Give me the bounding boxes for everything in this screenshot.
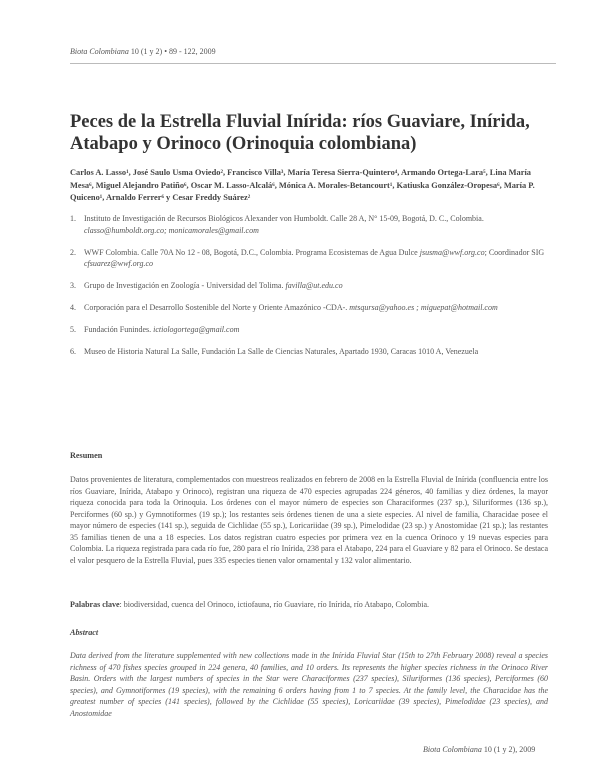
footer-journal: Biota Colombiana xyxy=(423,745,482,754)
affiliation-item xyxy=(70,247,548,270)
affiliation-text: WWF Colombia. Calle 70A No 12 - 08, Bogotá, D.C., Colombia. Programa Ecosistemas de Agua Dulce xyxy=(84,247,420,257)
affiliation-email[interactable]: classo@humboldt.org.co; monicamorales@gmail.com xyxy=(84,225,259,235)
affiliation-email[interactable]: jsusma@wwf.org.co xyxy=(419,247,485,257)
affiliation-number: 4. xyxy=(70,303,76,312)
keywords-text: : biodiversidad, cuenca del Orinoco, ictiofauna, río Guaviare, río Inírida, río Atabapo, Colombia. xyxy=(119,600,430,609)
affiliation-item xyxy=(70,324,548,336)
affiliation-email[interactable]: favilla@ut.edu.co xyxy=(285,281,343,290)
affiliation-text: Fundación Funindes. xyxy=(84,325,154,334)
affiliation-text-2: ; Coordinador SIG xyxy=(484,247,545,257)
header-citation: 10 (1 y 2) • 89 - 122, 2009 xyxy=(128,47,216,56)
abstract-text: Data derived from the literature supplemented with new collections made in the Inírida Fluvial Star (15th to 27th February 2008) reveal a species richness of 470 fishes species grouped in 224 genera, 40 families, and 10 orders. Its represents the higher species richness in the Orinoco River Basin. Orders with the largest numbers of species in the Star were Characiformes (237 species), Siluriformes (136 species), Perciformes (60 species), and Gymnotiformes (19 species), with the remaining 6 orders having from 1 to 7 species. At the family level, the Characidae has the greatest number of species (141 species), followed by the Cichlidae (55 species), Loricariidae (39 species), Pimelodidae (23 species), and Anostomidae xyxy=(70,651,548,718)
keywords-label: Palabras clave xyxy=(70,600,120,609)
affiliation-number: 6. xyxy=(70,347,76,356)
article-title: Peces de la Estrella Fluvial Inírida: ríos Guaviare, Inírida, Atabapo y Orinoco (Orinoquia colombiana) xyxy=(70,112,530,154)
affiliation-item xyxy=(70,213,548,236)
resumen-text: Datos provenientes de literatura, complementados con muestreos realizados en febrero de 2008 en la Estrella Fluvial de Inírida (confluencia entre los ríos Guaviare, Inírida, Atabapo y Orinoco), registran una riqueza de 470 especies agrupadas 224 géneros, 40 familias y diez órdenes, la mayor riqueza conocida para toda la Orinoquia. Los órdenes con el mayor número de especies son Characiformes (237 sp.), Siluriformes (136 sp.), Perciformes (60 sp.) y Gymnotiformes (19 sp.); los restantes seis órdenes tienen de una a siete especies. Al nivel de familia, Characidae posee el mayor número de especies (141 sp.), seguida de Cichlidae (55 sp.), Loricariidae (39 sp.), Pimelodidae (23 sp.) y Anostomidae (21 sp.); las restantes 35 familias tienen de una a 18 especies. Los datos registran cuatro especies por primera vez en la cuenca Orinoco y 19 nuevas especies para Colombia. La riqueza registrada para cada río fue, 280 para el río Inírida, 238 para el Atabapo, 224 para el Guaviare y 82 para el Orinoco. Se destaca el valor pesquero de la Estrella Fluvial, pues 335 especies tienen valor ornamental y 132 valor alimentario. xyxy=(70,475,548,565)
affiliation-number: 5. xyxy=(70,325,76,334)
running-header xyxy=(70,47,216,56)
affiliation-text: Museo de Historia Natural La Salle, Fundación La Salle de Ciencias Naturales, Apartado 1930, Caracas 1010 A, Venezuela xyxy=(84,347,479,356)
affiliation-email[interactable]: ictiologortega@gmail.com xyxy=(153,325,240,334)
resumen-heading: Resumen xyxy=(70,451,103,460)
header-rule xyxy=(70,63,556,64)
affiliation-text: Corporación para el Desarrollo Sostenible del Norte y Oriente Amazónico -CDA-. xyxy=(84,303,350,312)
affiliation-number: 2. xyxy=(70,247,76,257)
footer-citation: 10 (1 y 2), 2009 xyxy=(481,745,536,754)
affiliation-item xyxy=(70,346,548,358)
affiliation-email[interactable]: mtsqursa@yahoo.es ; miguepat@hotmail.com xyxy=(349,303,498,312)
affiliation-item xyxy=(70,302,548,314)
affiliation-email-2[interactable]: cfsuarez@wwf.org.co xyxy=(84,259,153,268)
affiliation-item xyxy=(70,280,548,292)
affiliation-number: 1. xyxy=(70,214,76,223)
header-journal: Biota Colombiana xyxy=(70,47,129,56)
affiliation-text: Instituto de Investigación de Recursos Biológicos Alexander von Humboldt. Calle 28 A, N° 15-09, Bogotá, D. C., Colombia. xyxy=(84,214,484,223)
author-list: Carlos A. Lasso¹, José Saulo Usma Oviedo², Francisco Villa³, María Teresa Sierra-Quintero⁴, Armando Ortega-Lara⁵, Lina María Mesa⁶, Miguel Alejandro Patiño⁶, Oscar M. Lasso-Alcalá⁶, Mónica A. Morales-Betancourt¹, Katiuska González-Oropesa⁶, María P. Quiceno¹, Arnaldo Ferrer⁶ y Cesar Freddy Suárez² xyxy=(70,168,535,202)
affiliation-list xyxy=(70,213,548,368)
abstract-heading: Abstract xyxy=(70,628,99,637)
running-footer xyxy=(423,745,535,754)
affiliation-number: 3. xyxy=(70,281,76,290)
keywords xyxy=(70,600,548,609)
affiliation-text: Grupo de Investigación en Zoología - Universidad del Tolima. xyxy=(84,281,286,290)
